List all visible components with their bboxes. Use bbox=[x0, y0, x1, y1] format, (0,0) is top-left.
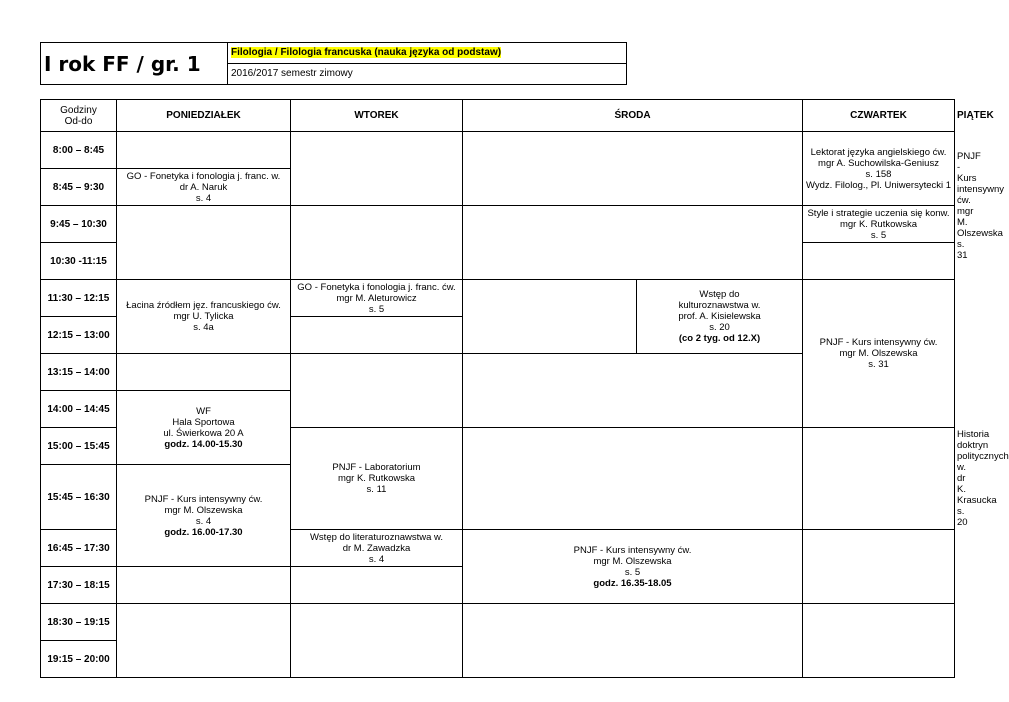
class-room: s. 4 bbox=[195, 192, 212, 204]
class-thu-style bbox=[803, 206, 955, 243]
class-room: s. 4 bbox=[368, 553, 385, 565]
class-title: PNJF - Kurs intensywny ćw. bbox=[819, 337, 938, 348]
day-header-wednesday: ŚRODA bbox=[463, 100, 803, 132]
class-note: (co 2 tyg. od 12.X) bbox=[678, 333, 761, 344]
time-header-line2: Od-do bbox=[64, 115, 93, 127]
semester-label: 2016/2017 semestr zimowy bbox=[228, 64, 627, 85]
class-mon-go bbox=[117, 169, 291, 206]
class-room: s. 5 bbox=[368, 303, 385, 315]
class-teacher: mgr K. Rutkowska bbox=[337, 473, 416, 484]
class-teacher: mgr U. Tylicka bbox=[173, 311, 234, 322]
class-wed-kultura bbox=[637, 280, 803, 354]
class-mon-wf bbox=[117, 391, 291, 465]
class-hours: godz. 16.00-17.30 bbox=[164, 526, 243, 538]
empty-cell bbox=[463, 280, 637, 354]
class-teacher: mgr A. Suchowilska-Geniusz bbox=[818, 157, 939, 169]
class-mon-pnjf bbox=[117, 465, 291, 567]
empty-cell bbox=[291, 317, 463, 354]
empty-cell bbox=[463, 206, 803, 280]
class-hours: godz. 14.00-15.30 bbox=[164, 438, 243, 450]
class-room: s. 11 bbox=[366, 484, 387, 495]
time-slot: 16:45 – 17:30 bbox=[41, 530, 117, 567]
time-column-header bbox=[41, 100, 117, 132]
class-wed-pnjf bbox=[463, 530, 803, 604]
class-title: PNJF - Laboratorium bbox=[332, 462, 421, 473]
time-slot: 12:15 – 13:00 bbox=[41, 317, 117, 354]
empty-cell bbox=[803, 428, 955, 530]
time-slot: 17:30 – 18:15 bbox=[41, 567, 117, 604]
class-address: ul. Świerkowa 20 A bbox=[163, 427, 244, 439]
day-header-tuesday: WTOREK bbox=[291, 100, 463, 132]
header-table bbox=[40, 42, 627, 85]
class-mon-latin bbox=[117, 280, 291, 354]
program-title: Filologia / Filologia francuska (nauka języka od podstaw) bbox=[231, 47, 502, 58]
time-slot: 8:45 – 9:30 bbox=[41, 169, 117, 206]
day-header-monday: PONIEDZIAŁEK bbox=[117, 100, 291, 132]
empty-cell bbox=[291, 206, 463, 280]
class-teacher: mgr M. Aleturowicz bbox=[336, 292, 417, 304]
empty-cell bbox=[463, 132, 803, 206]
class-room: s. 158 bbox=[865, 168, 892, 180]
class-room: s. 4a bbox=[193, 322, 214, 333]
class-title: Wstęp do bbox=[699, 289, 740, 300]
class-title-cont: kulturoznawstwa w. bbox=[678, 300, 761, 311]
class-teacher: mgr K. Rutkowska bbox=[839, 218, 918, 230]
time-slot: 15:00 – 15:45 bbox=[41, 428, 117, 465]
day-header-thursday: CZWARTEK bbox=[803, 100, 955, 132]
class-room: s. 4 bbox=[195, 515, 212, 527]
class-title: Lektorat języka angielskiego ćw. bbox=[810, 146, 947, 158]
time-slot: 18:30 – 19:15 bbox=[41, 604, 117, 641]
time-header-line1: Godziny bbox=[60, 104, 97, 116]
time-slot: 15:45 – 16:30 bbox=[41, 465, 117, 530]
empty-cell bbox=[291, 354, 463, 428]
empty-cell bbox=[463, 354, 803, 428]
time-slot: 19:15 – 20:00 bbox=[41, 641, 117, 678]
class-thu-english bbox=[803, 132, 955, 206]
class-title: WF bbox=[196, 405, 211, 417]
class-title: GO - Fonetyka i fonologia j. franc. ćw. bbox=[297, 281, 456, 293]
time-slot: 8:00 – 8:45 bbox=[41, 132, 117, 169]
time-slot: 11:30 – 12:15 bbox=[41, 280, 117, 317]
class-title: GO - Fonetyka i fonologia j. franc. w. bbox=[126, 170, 281, 182]
class-teacher: mgr M. Olszewska bbox=[164, 504, 243, 516]
empty-cell bbox=[463, 604, 803, 678]
class-location: Hala Sportowa bbox=[172, 416, 235, 428]
timetable: Godziny Od-do PONIEDZIAŁEK WTOREK ŚRODA CZWARTEK PIĄTEK 8:00 – 8:45 Lektorat języka angielskiego ćw. mgr A. Suchowilska-Geniusz s. 158 Wydz. Filolog., Pl. Uniwersytecki 1 PNJF - Kurs intensywny ćw. mgr M. Olszewska s. 31 8:45 – 9:30 GO - Fonetyka i fonologia j. franc. w. dr A. Naruk s. 4 9:45 – 10:30 Style i strategie uczenia się konw. mgr K. Rutkowska s. 5 10:30 -11:15 11:30 – 12:15 Łacina źródłem jęz. francuskiego ćw. mgr U. Tylicka s. 4a GO - Fonetyka i fonologia j. franc. ćw. mgr M. Aleturowicz s. 5 Wstęp do kulturoznawstwa w. prof. A. Kisielewska s. 20 (co 2 tyg. od 12.X) PNJF - Kurs intensywny ćw. mgr M. Olszewska s. 31 12:15 – 13:00 13:15 – 14:00 14:00 – 14:45 WF Hala Sportowa ul. Świerkowa 20 A godz. 14.00-15.30 15:00 – 15:45 PNJF - Laboratorium mgr K. Rutkowska s. 11 Historia doktryn politycznych w. dr K. Krasucka s. 20 15:45 – 16:30 PNJF - Kurs intensywny ćw. mgr M. Olszewska s. 4 godz. 16.00-17.30 16:45 – 17:30 Wstęp do literaturoznawstwa w. dr M. Zawadzka s. 4 PNJF - Kurs intensywny ćw. mgr M. Olszewska s. 5 godz. 16.35-18.05 17:30 – 18:15 18:30 – 19:15 19:15 – 20:00 bbox=[40, 99, 955, 678]
class-room: s. 31 bbox=[868, 359, 889, 370]
class-location: Wydz. Filolog., Pl. Uniwersytecki 1 bbox=[805, 179, 952, 191]
empty-cell bbox=[117, 354, 291, 391]
program-cell bbox=[228, 43, 627, 64]
class-teacher: dr M. Zawadzka bbox=[342, 542, 411, 554]
time-slot: 14:00 – 14:45 bbox=[41, 391, 117, 428]
time-slot: 10:30 -11:15 bbox=[41, 243, 117, 280]
class-thu-pnjf bbox=[803, 280, 955, 428]
class-tue-literature bbox=[291, 530, 463, 567]
empty-cell bbox=[803, 604, 955, 678]
empty-cell bbox=[803, 530, 955, 604]
class-tue-go bbox=[291, 280, 463, 317]
group-title: I rok FF / gr. 1 bbox=[41, 43, 228, 85]
class-hours: godz. 16.35-18.05 bbox=[593, 577, 672, 589]
empty-cell bbox=[117, 567, 291, 604]
empty-cell bbox=[117, 206, 291, 280]
time-slot: 13:15 – 14:00 bbox=[41, 354, 117, 391]
class-title: PNJF - Kurs intensywny ćw. bbox=[144, 493, 263, 505]
class-teacher: dr A. Naruk bbox=[179, 181, 228, 193]
empty-cell bbox=[803, 243, 955, 280]
class-title: Style i strategie uczenia się konw. bbox=[807, 207, 950, 219]
class-title: Wstęp do literaturoznawstwa w. bbox=[309, 531, 444, 543]
empty-cell bbox=[291, 132, 463, 206]
class-room: s. 5 bbox=[624, 566, 641, 578]
empty-cell bbox=[463, 428, 803, 530]
class-title: PNJF - Kurs intensywny ćw. bbox=[573, 544, 692, 556]
class-title: Łacina źródłem jęz. francuskiego ćw. bbox=[126, 300, 281, 311]
class-tue-lab bbox=[291, 428, 463, 530]
empty-cell bbox=[291, 604, 463, 678]
header-row: Godziny Od-do PONIEDZIAŁEK WTOREK ŚRODA CZWARTEK PIĄTEK bbox=[41, 100, 955, 132]
empty-cell bbox=[117, 604, 291, 678]
class-teacher: mgr M. Olszewska bbox=[593, 555, 672, 567]
class-room: s. 5 bbox=[870, 229, 887, 241]
class-teacher: mgr M. Olszewska bbox=[839, 348, 918, 359]
class-room: s. 20 bbox=[709, 322, 730, 333]
class-teacher: prof. A. Kisielewska bbox=[678, 311, 761, 322]
time-slot: 9:45 – 10:30 bbox=[41, 206, 117, 243]
empty-cell bbox=[117, 132, 291, 169]
empty-cell bbox=[291, 567, 463, 604]
